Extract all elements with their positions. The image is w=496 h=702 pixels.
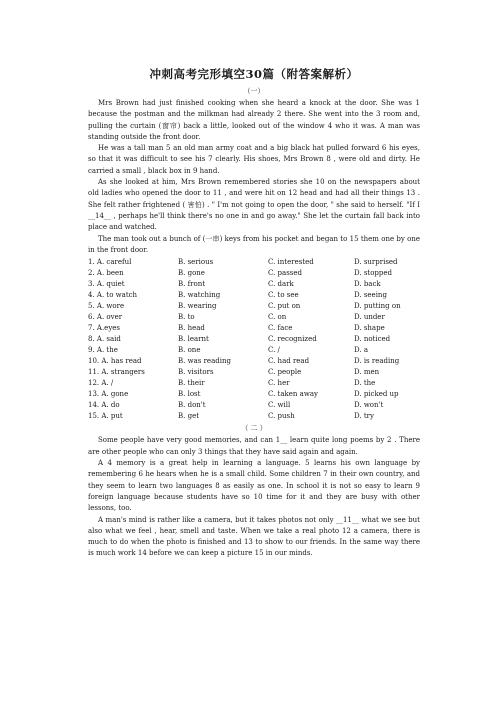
option-d: D. surprised <box>354 258 398 267</box>
option-b: B. to <box>178 312 195 321</box>
option-b: B. their <box>178 378 205 387</box>
option-c: C. / <box>268 345 280 354</box>
option-c: C. people <box>268 367 302 376</box>
option-d: D. the <box>354 378 376 387</box>
option-row <box>88 356 420 367</box>
option-d: D. back <box>354 280 381 289</box>
option-c: C. taken away <box>268 389 318 398</box>
passage-paragraph: A man's mind is rather like a camera, but it takes photos not only __11__ what we see but also what we feel , hear, smell and taste. When we take a real photo 12 a camera, there is much to do when the photo is finished and 13 to show to our friends. In the same way there is much work 14 before we can keep a picture 15 in our minds. <box>88 515 420 558</box>
option-b: B. lost <box>178 389 201 398</box>
option-a: 9. A. the <box>88 345 118 354</box>
option-a: 6. A. over <box>88 312 123 321</box>
option-b: B. front <box>178 280 206 289</box>
option-b: B. serious <box>178 258 214 267</box>
option-row <box>88 312 420 323</box>
option-d: D. try <box>354 411 374 420</box>
option-c: C. passed <box>268 269 303 278</box>
option-row <box>88 378 420 389</box>
section-heading: （ 二 ） <box>241 424 267 433</box>
option-c: C. on <box>268 312 287 321</box>
option-c: C. to see <box>268 291 299 300</box>
option-d: D. seeing <box>354 291 387 300</box>
option-d: D. under <box>354 312 385 321</box>
option-a: 15. A. put <box>88 411 123 420</box>
option-row <box>88 301 420 312</box>
option-b: B. was reading <box>178 356 231 365</box>
option-a: 7. A.eyes <box>88 323 121 332</box>
option-row <box>88 411 420 422</box>
option-c: C. her <box>268 378 290 387</box>
option-d: D. a <box>354 345 368 354</box>
section-heading: （一） <box>243 87 265 95</box>
option-d: D. noticed <box>354 334 391 343</box>
option-row <box>88 389 420 400</box>
option-d: D. is reading <box>354 356 400 365</box>
option-c: C. push <box>268 411 295 420</box>
option-a: 3. A. quiet <box>88 280 125 289</box>
option-c: C. face <box>268 323 293 332</box>
passage-paragraph: He was a tall man 5 an old man army coat and a big black hat pulled forward 6 his eyes, so that it was difficult to see his 7 clearly. His shoes, Mrs Brown 8 , were old and dirty. He carried a small , black box in 9 hand. <box>88 144 420 175</box>
option-b: B. visitors <box>178 367 214 376</box>
option-c: C. interested <box>268 258 314 267</box>
option-b: B. one <box>178 345 201 354</box>
option-row <box>88 290 420 301</box>
option-c: C. will <box>268 400 291 409</box>
passage-paragraph: Some people have very good memories, and can 1__ learn quite long poems by 2 . There are other people who can only 3 things that they have said again and again. <box>88 436 420 456</box>
option-a: 4. A. to watch <box>88 291 138 300</box>
option-b: B. wearing <box>178 301 217 310</box>
option-a: 10. A. has read <box>88 356 142 365</box>
option-b: B. head <box>178 323 205 332</box>
document-title: 冲刺高考完形填空30篇（附答案解析） <box>149 67 359 81</box>
option-b: B. watching <box>178 291 221 300</box>
option-a: 14. A. do <box>88 400 120 409</box>
document-page <box>88 66 420 560</box>
option-b: B. gone <box>178 269 205 278</box>
option-b: B. learnt <box>178 334 209 343</box>
option-a: 5. A. wore <box>88 301 125 310</box>
option-b: B. don't <box>178 400 206 409</box>
option-c: C. had read <box>268 356 310 365</box>
passage-paragraph: The man took out a bunch of (一串) keys from his pocket and began to 15 them one by one in the front door. <box>88 234 420 254</box>
option-a: 12. A. / <box>88 378 114 387</box>
option-d: D. putting on <box>354 301 401 310</box>
option-row <box>88 334 420 345</box>
option-a: 13. A. gone <box>88 389 129 398</box>
option-d: D. men <box>354 367 380 376</box>
passage-paragraph: A 4 memory is a great help in learning a language. 5 learns his own language by remembering 6 he hears when he is a small child. Some children 7 in their own country, and they seem to learn two languages 8 as easily as one. In school it is not so easy to learn 9 foreign language because students have so 10 time for it and they are busy with other lessons, too. <box>88 459 420 513</box>
option-a: 1. A. careful <box>88 258 132 267</box>
option-c: C. put on <box>268 301 301 310</box>
passage-paragraph: Mrs Brown had just finished cooking when she heard a knock at the door. She was 1 because the postman and the milkman had already 2 there. She went into the 3 room and, pulling the curtain (窗帘) back a little, looked out of the window 4 who it was. A man was standing outside the front door. <box>88 99 420 141</box>
option-row <box>88 268 420 279</box>
option-a: 2. A. been <box>88 269 124 278</box>
option-b: B. get <box>178 411 200 420</box>
option-row <box>88 400 420 411</box>
option-c: C. recognized <box>268 334 317 343</box>
options-list <box>88 257 420 421</box>
option-row <box>88 279 420 290</box>
option-d: D. stopped <box>354 269 393 278</box>
option-row <box>88 367 420 378</box>
option-d: D. won't <box>354 400 384 409</box>
option-row <box>88 323 420 334</box>
option-a: 8. A. said <box>88 334 121 343</box>
option-d: D. shape <box>354 323 385 332</box>
option-d: D. picked up <box>354 389 399 398</box>
option-c: C. dark <box>268 280 294 289</box>
option-row <box>88 345 420 356</box>
option-row <box>88 257 420 268</box>
option-a: 11. A. strangers <box>88 367 145 376</box>
passage-paragraph: As she looked at him, Mrs Brown remembered stories she 10 on the newspapers about old ladies who opened the door to 11 , and were hit on 12 head and had all their things 13 . She felt rather frightened ( 害怕) . " I'm not going to open the door, " she said to herself. "If I __14__ , perhaps he'll think there's no one in and go away." She let the curtain fall back into place and watched. <box>88 178 420 232</box>
